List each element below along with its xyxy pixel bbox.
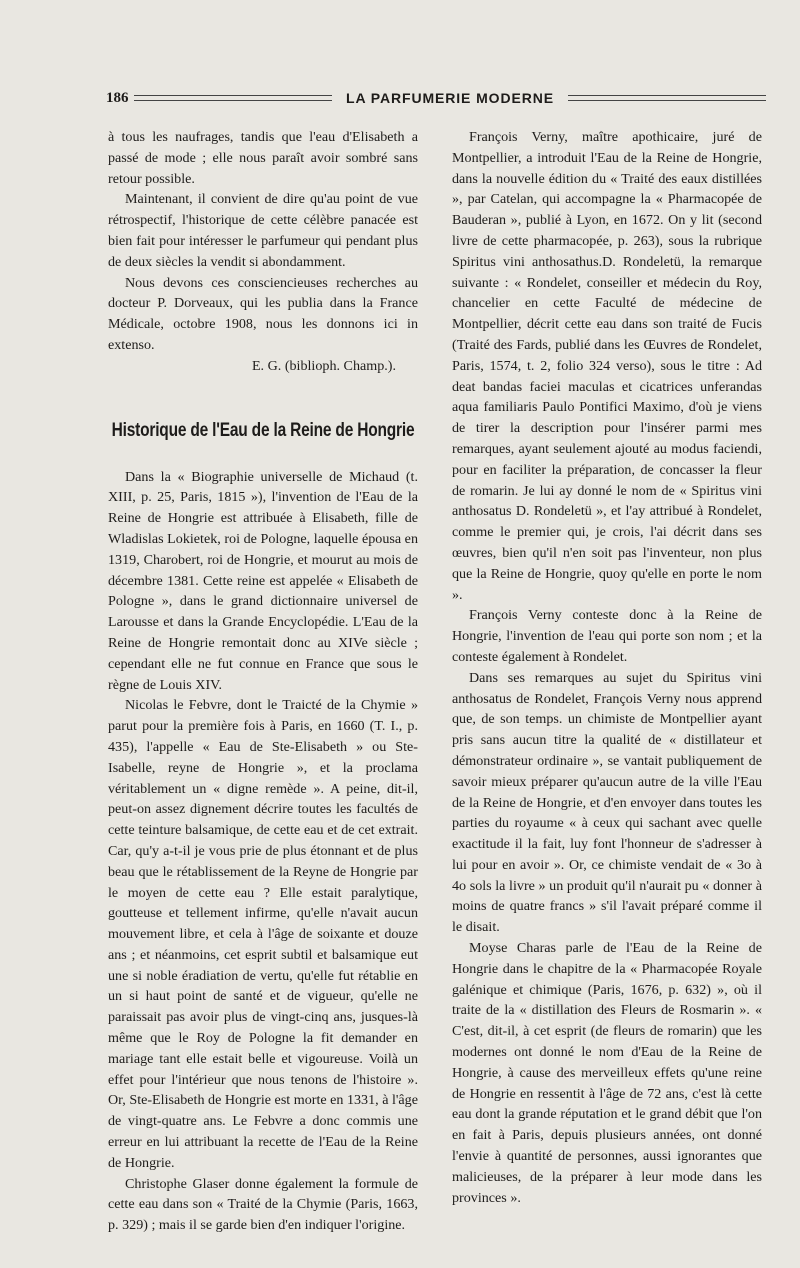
page-header <box>106 88 766 108</box>
body-paragraph: Dans ses remarques au sujet du Spiritus vini anthosatus de Rondelet, François Verny nous apprend que, de son temps. un chimiste de Montpellier ayant pris sans aucun titre la qualité de « distillateur et démonstrateur ordinaire », se vantait publiquement de savoir mieux préparer qu'aucun autre de la ville l'Eau de la Reine de Hongrie, et d'en envoyer dans toutes les parties du royaume « à ceux qui sachant avec quelle exactitude il la fait, luy font l'honneur de s'adresser à lui pour en avoir ». Or, ce chimiste vendait de « 3o à 4o sols la livre » un produit qu'il n'aurait pu « donner à moins de quatre francs » s'il l'avait préparé comme il le disait. <box>452 669 762 936</box>
right-column <box>452 127 762 1208</box>
header-rule-left <box>134 95 332 101</box>
body-paragraph: François Verny conteste donc à la Reine de Hongrie, l'invention de l'eau qui porte son nom ; et la conteste également à Rondelet. <box>452 607 762 665</box>
body-paragraph: François Verny, maître apothicaire, juré de Montpellier, a introduit l'Eau de la Reine de Hongrie, dans la nouvelle édition du « Traité des eaux distillées », par Catelan, qui accompagne la « Pharmacopée de Bauderan », publié à Lyon, en 1672. On y lit (second livre de cette pharmacopée, p. 263), sous la rubrique Spiritus vini anthosathus.D. Rondeletü, la remarque suivante : « Rondelet, conseiller et médecin du Roy, chancelier en cette Faculté de médecine de Montpellier, décrit cette eau dans son traité de Fucis (Traité des Fards, publié dans les Œuvres de Rondelet, Paris, 1574, t. 2, folio 324 verso), sous le titre : Ad deat bandas faciei maculas et cicatrices unferandas aqua familiaris Paulo Pontifici Maximo, d'où je viens de tirer la description pour l'insérer parmi mes remarques, ayant seulement ajouté au modus faciendi, pour en faciliter la préparation, de concasser la fleur de romarin. Je lui ay donné le nom de « Spiritus vini anthosatus D. Rondeletü », et l'ay attribué à Rondelet, comme le premier qui, je crois, l'ai décrit dans ses œuvres, bien qu'il n'en soit pas l'inventeur, non plus que la Reine de Hongrie, quoy qu'elle en porte le nom ». <box>452 129 762 603</box>
intro-paragraph: Maintenant, il convient de dire qu'au point de vue rétrospectif, l'historique de cette célèbre panacée est bien fait pour intéresser le parfumeur qui pendant plus de deux siècles la vendit si abondamment. <box>108 191 418 270</box>
intro-paragraph: à tous les naufrages, tandis que l'eau d'Elisabeth a passé de mode ; elle nous paraît avoir sombré sans retour possible. <box>108 129 418 187</box>
running-title: LA PARFUMERIE MODERNE <box>346 90 554 106</box>
body-paragraph: Nicolas le Febvre, dont le Traicté de la Chymie » parut pour la première fois à Paris, en 1660 (T. I., p. 435), l'appelle « Eau de Ste-Elisabeth » ou Ste-Isabelle, reyne de Hongrie », et la proclama véritablement un « digne remède ». A peine, dit-il, peut-on assez dignement décrire toutes les facultés de cette teinture balsamique, de cette eau et de cet extrait. Car, qu'y a-t-il je vous prie de plus étonnant et de plus beau que le rétablissement de la Reyne de Hongrie par le moyen de cette eau ? Elle estait paralytique, goutteuse et tellement infirme, qu'elle n'avait aucun mouvement libre, et cela à l'âge de soixante et douze ans ; et néanmoins, cet esprit subtil et balsamique eut une si noble éradiation de vertu, qu'elle fut rétablie en un si haut point de santé et de vigueur, qu'elle ne paraissait pas avoir plus de vingt-cinq ans, jusques-là même que le Roy de Pologne la fit demander en mariage tant elle estait belle et vigoureuse. Voilà un effet pour l'intérieur que nous tenons de l'histoire ». Or, Ste-Elisabeth de Hongrie est morte en 1331, à l'âge de vingt-quatre ans. Le Febvre a donc commis une erreur en lui attribuant la recette de l'Eau de la Reine de Hongrie. <box>108 697 418 1171</box>
page-number: 186 <box>106 89 129 106</box>
body-paragraph: Moyse Charas parle de l'Eau de la Reine de Hongrie dans le chapitre de la « Pharmacopée Royale galénique et chimique (Paris, 1676, p. 632) », où il traite de la « distillation des Fleurs de Rosmarin ». « C'est, dit-il, à cet esprit (de fleurs de romarin) que les modernes ont donné le nom d'Eau de la Reine de Hongrie, à cause des merveilleux effets qu'une reine de Hongrie en ressentit à l'âge de 72 ans, c'est là cette eau dont la grande réputation et le grand débit que l'on en fait à Paris, depuis plusieurs années, ont donné l'envie à quantité de personnes, aussi ignorantes que malicieuses, de la préparer à leur mode dans les provinces ». <box>452 940 762 1206</box>
section-title: Historique de l'Eau de la Reine de Hongrie <box>111 419 415 441</box>
signature: E. G. (biblioph. Champ.). <box>251 357 396 374</box>
body-paragraph: Dans la « Biographie universelle de Michaud (t. XIII, p. 25, Paris, 1815 »), l'invention de l'Eau de la Reine de Hongrie est attribuée à Elisabeth, fille de Wladislas Lokietek, roi de Pologne, laquelle épousa en 1319, Charobert, roi de Hongrie, et mourut au mois de décembre 1381. Cette reine est appelée « Elisabeth de Pologne », dans le grand dictionnaire universel de Larousse et dans la Grande Encyclopédie. L'Eau de la Reine de Hongrie remontait donc au XIVe siècle ; cependant elle ne fut connue en France que sous le règne de Louis XIV. <box>108 468 418 693</box>
header-rule-right <box>568 95 766 101</box>
body-paragraph: Christophe Glaser donne également la formule de cette eau dans son « Traité de la Chymie (Paris, 1663, p. 329) ; mais il se garde bien d'en indiquer l'origine. <box>108 1175 418 1234</box>
intro-paragraph: Nous devons ces consciencieuses recherches au docteur P. Dorveaux, qui les publia dans la France Médicale, octobre 1908, nous les donnons ici in extenso. <box>108 274 418 353</box>
left-column <box>108 127 418 1236</box>
